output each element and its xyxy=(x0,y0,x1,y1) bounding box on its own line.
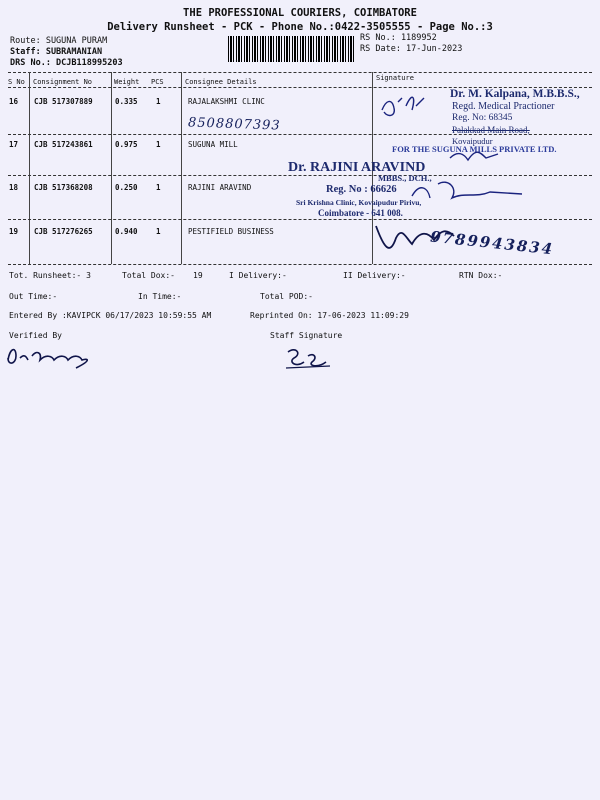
doctor-stamp-line: Sri Krishna Clinic, Kovaipudur Pirivu, xyxy=(296,198,422,207)
row-pcs: 1 xyxy=(156,97,161,106)
col-header-consignee: Consignee Details xyxy=(185,78,257,86)
row-sno: 19 xyxy=(9,227,19,236)
doctor-stamp-line: Palakkad Main Road, xyxy=(452,125,530,135)
col-divider xyxy=(181,72,182,264)
in-time: In Time:- xyxy=(138,292,182,301)
col-header-pcs: PCS xyxy=(151,78,164,86)
row-sno: 16 xyxy=(9,97,19,106)
runsheet-subtitle: Delivery Runsheet - PCK - Phone No.:0422-3505555 - Page No.:3 xyxy=(107,21,493,33)
doctor-stamp-line: Regd. Medical Practioner xyxy=(452,101,555,112)
signature-scribble xyxy=(382,97,424,115)
doctor-stamp-line: Coimbatore - 641 008. xyxy=(318,208,403,218)
row-consignee: RAJINI ARAVIND xyxy=(188,183,252,192)
total-dox-value: 19 xyxy=(193,271,203,280)
row-sno: 18 xyxy=(9,183,19,192)
staff-signature xyxy=(282,344,342,372)
row-consignee: PESTIFIELD BUSINESS xyxy=(188,227,274,236)
barcode xyxy=(228,36,354,62)
table-top-rule xyxy=(8,72,592,73)
signature-scribble xyxy=(412,182,522,198)
row-pcs: 1 xyxy=(156,227,161,236)
company-title: THE PROFESSIONAL COURIERS, COIMBATORE xyxy=(183,7,417,19)
doctor-stamp-name: Dr. RAJINI ARAVIND xyxy=(288,160,426,175)
row-pcs: 1 xyxy=(156,140,161,149)
row-consignment: CJB 517307889 xyxy=(34,97,93,106)
total-dox-label: Total Dox:- xyxy=(122,271,175,280)
ii-delivery: II Delivery:- xyxy=(343,271,406,280)
doctor-stamp-line: Reg. No : 66626 xyxy=(326,184,397,195)
rs-number: RS No.: 1189952 xyxy=(360,33,437,43)
doctor-stamp-line: Kovaipudur xyxy=(452,136,493,146)
total-pod: Total POD:- xyxy=(260,292,313,301)
col-divider xyxy=(111,72,112,264)
col-header-weight: Weight xyxy=(114,78,140,86)
row-weight: 0.975 xyxy=(115,140,138,149)
row-consignment: CJB 517368208 xyxy=(34,183,93,192)
row-consignee: RAJALAKSHMI CLINC xyxy=(188,97,265,106)
row-consignment: CJB 517276265 xyxy=(34,227,93,236)
company-stamp: FOR THE SUGUNA MILLS PRIVATE LTD. xyxy=(392,144,557,154)
drs-label: DRS No.: DCJB118995203 xyxy=(10,58,123,68)
rs-date: RS Date: 17-Jun-2023 xyxy=(360,44,463,54)
rtn-dox: RTN Dox:- xyxy=(459,271,503,280)
total-runsheet: Tot. Runsheet:- 3 xyxy=(9,271,91,280)
signatures xyxy=(372,88,600,268)
doctor-stamp-line: Reg. No: 68345 xyxy=(452,113,513,123)
verified-by-label: Verified By xyxy=(9,331,62,340)
row-sno: 17 xyxy=(9,140,19,149)
row-consignee: SUGUNA MILL xyxy=(188,140,238,149)
row-weight: 0.250 xyxy=(115,183,138,192)
staff-label: Staff: SUBRAMANIAN xyxy=(10,47,103,57)
col-header-consignment: Consignment No xyxy=(33,78,93,86)
doctor-stamp-line: MBBS., DCH., xyxy=(378,173,432,183)
verifier-signature xyxy=(4,342,100,372)
route-label: Route: SUGUNA PURAM xyxy=(10,36,108,46)
signature-scribble xyxy=(450,152,498,160)
col-header-sno: S No xyxy=(8,78,25,86)
row-consignment: CJB 517243861 xyxy=(34,140,93,149)
col-header-signature: Signature xyxy=(376,74,414,82)
row-pcs: 1 xyxy=(156,183,161,192)
i-delivery: I Delivery:- xyxy=(229,271,287,280)
entered-by: Entered By :KAVIPCK 06/17/2023 10:59:55 AM xyxy=(9,311,212,320)
doctor-stamp-name: Dr. M. Kalpana, M.B.B.S., xyxy=(450,88,580,100)
col-divider xyxy=(29,72,30,264)
reprinted-on: Reprinted On: 17-06-2023 11:09:29 xyxy=(250,311,409,320)
out-time: Out Time:- xyxy=(9,292,58,301)
row-weight: 0.940 xyxy=(115,227,138,236)
staff-signature-label: Staff Signature xyxy=(270,331,343,340)
row-weight: 0.335 xyxy=(115,97,138,106)
signature-scribble xyxy=(376,226,454,248)
handwritten-phone: 9789943834 xyxy=(429,227,555,259)
handwritten-phone: 8508807393 xyxy=(187,115,281,134)
